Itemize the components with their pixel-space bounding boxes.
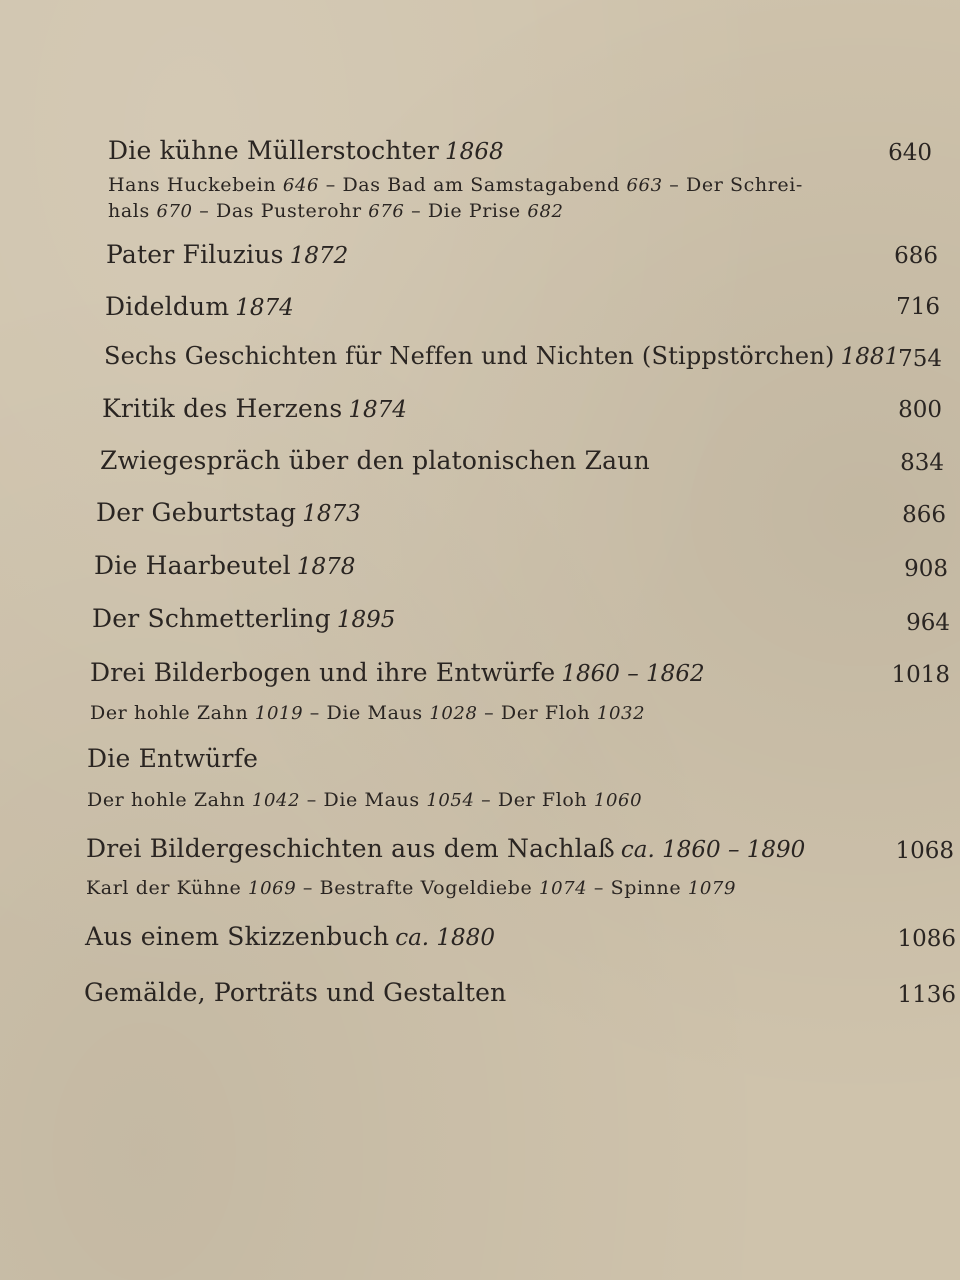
toc-title: Pater Filuzius — [106, 240, 284, 269]
toc-entry-title — [108, 136, 504, 165]
toc-subentries-line — [86, 877, 736, 899]
toc-entry-title — [106, 240, 348, 269]
toc-page-number: 754 — [898, 346, 942, 372]
sub-page: 1069 — [248, 878, 297, 899]
toc-entry-title — [85, 922, 495, 951]
toc-page-number: 686 — [894, 243, 938, 269]
sub-title: – Spinne — [587, 877, 688, 899]
sub-page: 663 — [626, 175, 663, 196]
toc-title: Sechs Geschichten für Neffen und Nichten (Stippstörchen) — [104, 342, 835, 370]
toc-page-number: 866 — [902, 502, 946, 528]
toc-page-number: 1136 — [897, 982, 956, 1008]
toc-subentries-line — [87, 789, 642, 811]
toc-page-number: 1018 — [891, 662, 950, 688]
sub-title: – Der Schrei- — [662, 174, 803, 196]
toc-entry-title — [92, 604, 395, 633]
toc-title: Kritik des Herzens — [102, 394, 343, 423]
toc-entry-title — [100, 446, 650, 475]
sub-title: – Bestrafte Vogeldiebe — [296, 877, 540, 899]
toc-title: Der Geburtstag — [96, 498, 297, 527]
toc-entry-title — [102, 394, 407, 423]
sub-title: – Das Bad am Samstagabend — [319, 174, 627, 196]
toc-page-number: 1086 — [897, 926, 956, 952]
toc-subentries-line — [90, 702, 645, 724]
toc-page-number: 908 — [904, 556, 948, 582]
toc-subentries-line — [108, 200, 564, 222]
toc-entry-title — [86, 834, 805, 863]
sub-title: – Die Prise — [404, 200, 528, 222]
toc-page-number: 716 — [896, 294, 940, 320]
sub-title: – Der Floh — [474, 789, 594, 811]
sub-title: – Die Maus — [303, 702, 430, 724]
toc-title: Der Schmetterling — [92, 604, 331, 633]
toc-subentries-line — [108, 174, 803, 196]
toc-entry-title — [90, 658, 705, 687]
sub-title: Hans Huckebein — [108, 174, 283, 196]
sub-title: Karl der Kühne — [86, 877, 249, 899]
toc-year: 1895 — [336, 607, 396, 633]
toc-title: Die Entwürfe — [87, 744, 259, 773]
toc-title: Drei Bildergeschichten aus dem Nachlaß — [86, 834, 615, 863]
toc-entry-title — [87, 744, 258, 773]
sub-page: 1054 — [426, 790, 475, 811]
toc-title: Zwiegespräch über den platonischen Zaun — [100, 446, 650, 475]
sub-page: 1060 — [593, 790, 643, 811]
toc-title: Dideldum — [105, 292, 230, 321]
toc-year: ca. 1880 — [395, 925, 495, 951]
sub-title: – Der Floh — [477, 702, 597, 724]
toc-entry-title — [84, 978, 506, 1007]
toc-year: 1868 — [445, 139, 504, 165]
toc-page-number: 640 — [888, 140, 932, 166]
sub-title: – Das Pusterohr — [192, 200, 369, 222]
toc-entry-title — [94, 551, 355, 580]
toc-year: 1874 — [235, 295, 294, 321]
sub-page: 670 — [156, 201, 193, 222]
toc-year: 1881 — [840, 344, 900, 370]
toc-title: Die kühne Müllerstochter — [108, 136, 440, 165]
sub-page: 676 — [368, 201, 405, 222]
toc-year: 1860 – 1862 — [561, 661, 705, 687]
toc-year: 1872 — [289, 243, 349, 269]
toc-year: ca. 1860 – 1890 — [620, 837, 806, 863]
toc-year: 1873 — [302, 501, 361, 527]
toc-page-number: 800 — [898, 397, 942, 423]
toc-year: 1874 — [348, 397, 407, 423]
toc-page-number: 1068 — [895, 838, 954, 864]
sub-title: Der hohle Zahn — [87, 789, 252, 811]
sub-page: 1028 — [429, 703, 478, 724]
sub-page: 646 — [282, 175, 320, 196]
sub-page: 1079 — [687, 878, 737, 899]
sub-page: 1074 — [539, 878, 588, 899]
toc-page-number: 834 — [900, 450, 944, 476]
toc-page-number: 964 — [906, 610, 950, 636]
sub-title: Der hohle Zahn — [90, 702, 255, 724]
toc-title: Drei Bilderbogen und ihre Entwürfe — [90, 658, 556, 687]
sub-title: – Die Maus — [300, 789, 427, 811]
toc-entry-title — [105, 292, 294, 321]
toc-entry-title — [96, 498, 361, 527]
toc-title: Aus einem Skizzenbuch — [85, 922, 390, 951]
toc-title: Gemälde, Porträts und Gestalten — [84, 978, 507, 1007]
toc-year: 1878 — [296, 554, 356, 580]
sub-page: 1042 — [251, 790, 301, 811]
sub-page: 1019 — [254, 703, 304, 724]
sub-page: 1032 — [596, 703, 646, 724]
toc-title: Die Haarbeutel — [94, 551, 291, 580]
toc-entry-title — [104, 342, 899, 370]
sub-title: hals — [108, 200, 157, 222]
sub-page: 682 — [527, 201, 564, 222]
